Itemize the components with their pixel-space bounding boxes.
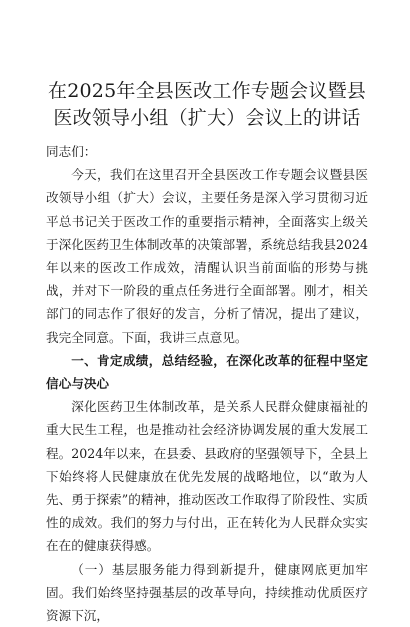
paragraph-reform: 深化医药卫生体制改革，是关系人民群众健康福祉的重大民生工程，也是推动社会经济协调发展的重大发展工程。2024年以来，在县委、县政府的坚强领导下，全县上下始终将人民健康放在优先发展的战略地位，以“敢为人先、勇于探索”的精神，推动医改工作取得了阶段性、实质性的成效。我们的努力与付出，正在转化为人民群众实实在在的健康获得感。	[46, 399, 368, 554]
section-heading: 一、肯定成绩，总结经验，在深化改革的征程中坚定信心与决心	[46, 352, 368, 392]
paragraph-subpoint: （一）基层服务能力得到新提升，健康网底更加牢固。我们始终坚持强基层的改革导向，持续推动优质医疗资源下沉，	[46, 561, 368, 624]
page-title: 在2025年全县医改工作专题会议暨县医改领导小组（扩大）会议上的讲话	[48, 80, 366, 129]
salutation: 同志们：	[46, 144, 97, 159]
paragraph-intro: 今天，我们在这里召开全县医改工作专题会议暨县医改领导小组（扩大）会议，主要任务是深入学习贯彻习近平总书记关于医改工作的重要指示精神，全面落实上级关于深化医药卫生体制改革的决策部署，系统总结我县2024年以来的医改工作成效，清醒认识当前面临的形势与挑战，并对下一阶段的重点任务进行全面部署。刚才，相关部门的同志作了很好的发言，分析了情况，提出了建议，我完全同意。下面，我讲三点意见。	[46, 167, 368, 345]
document-body	[46, 140, 368, 627]
